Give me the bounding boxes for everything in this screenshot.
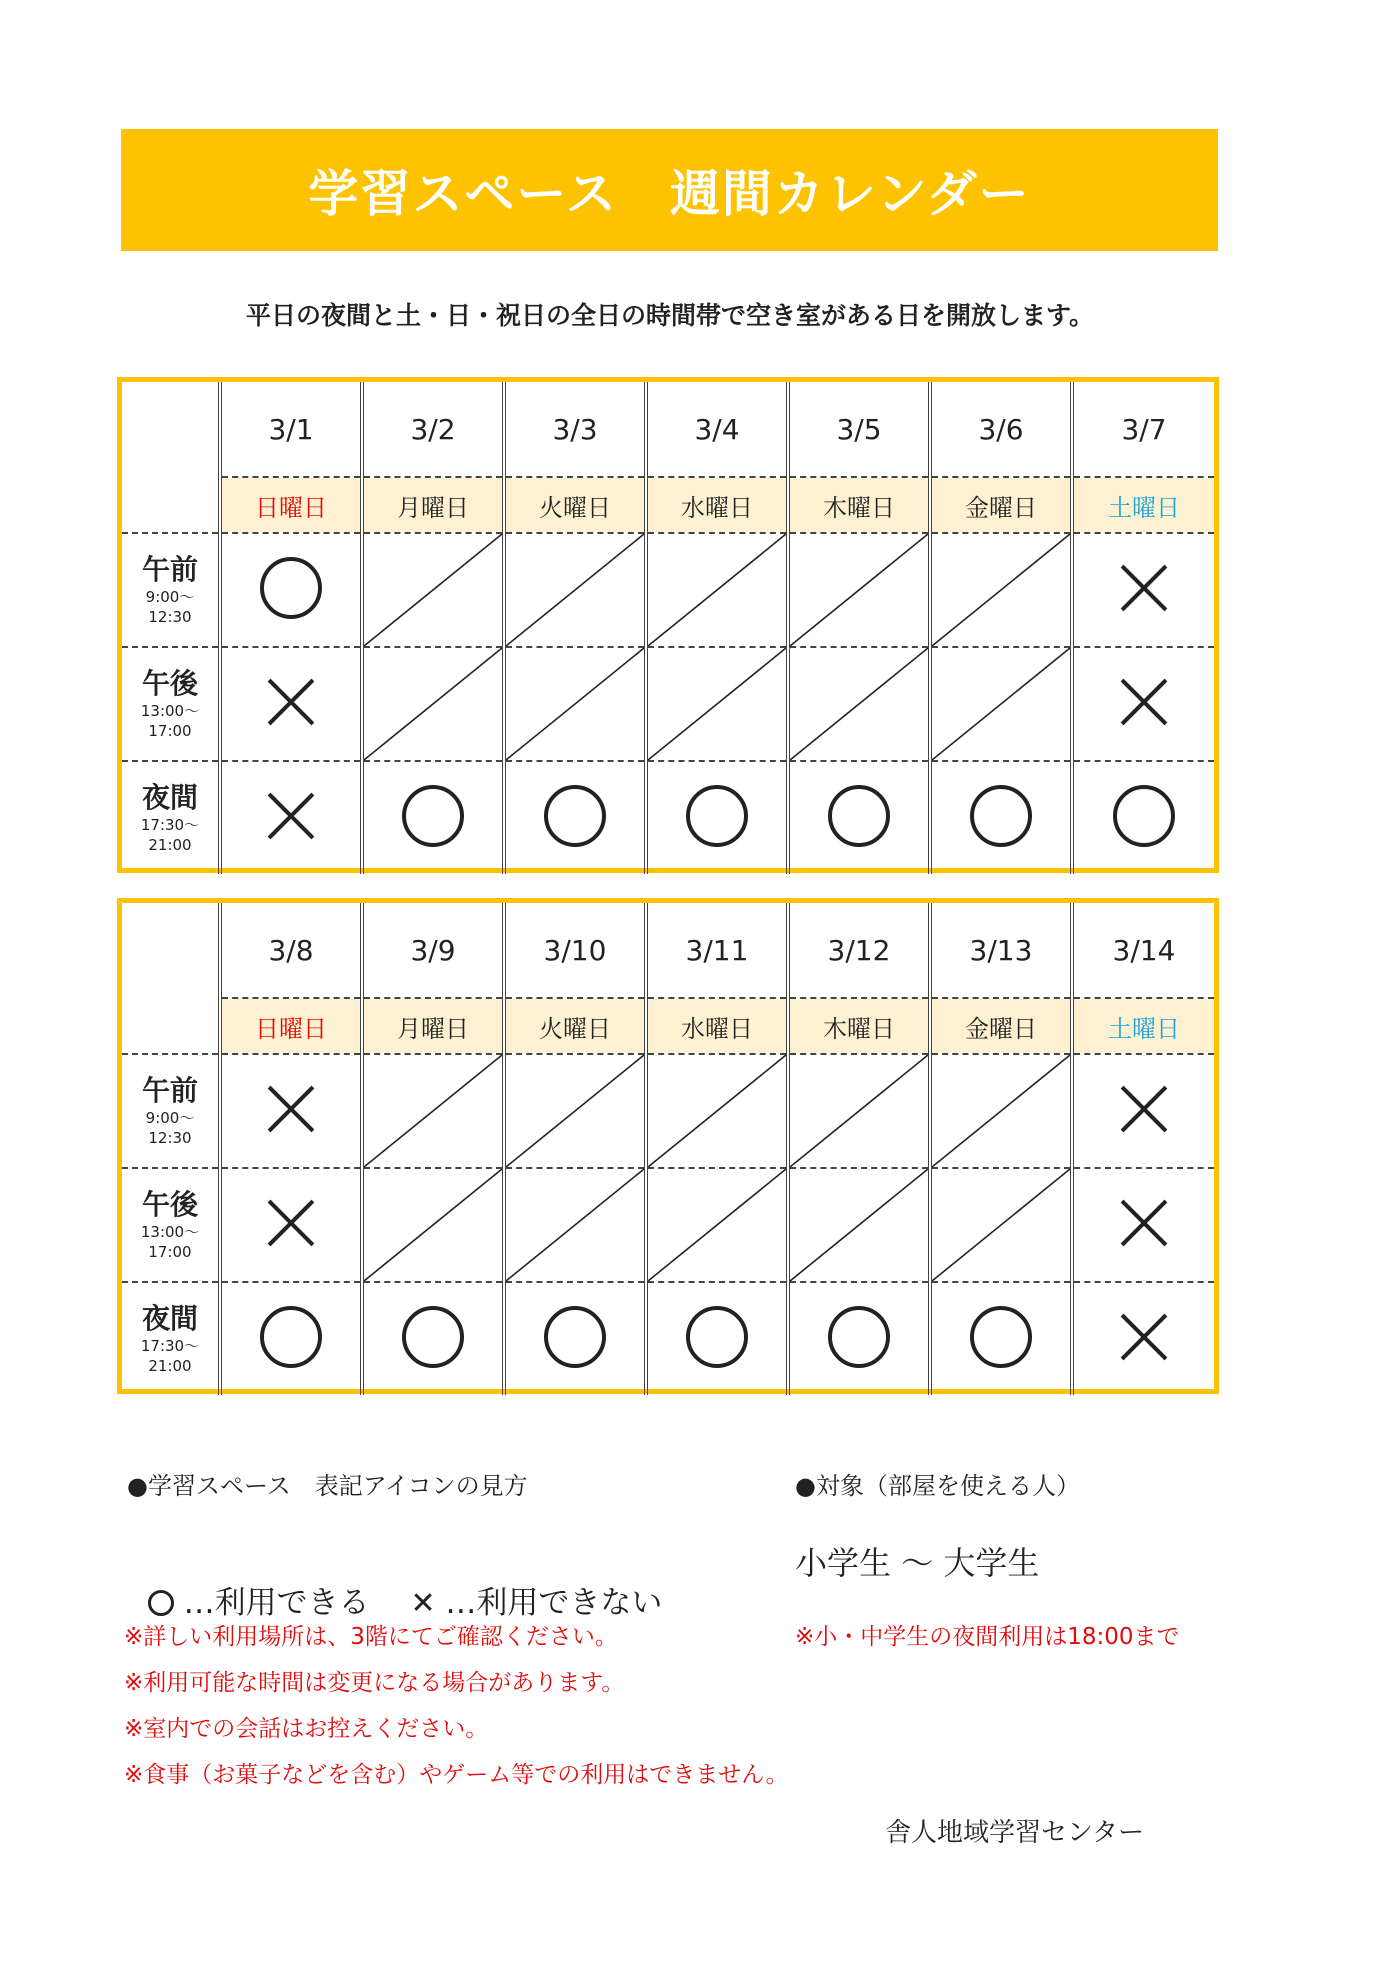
slot-time-end: 17:00 [148, 1243, 192, 1261]
diagonal-slash-icon [364, 1055, 502, 1167]
availability-cell [1072, 533, 1214, 647]
calendar-week-2 [117, 898, 1219, 1394]
slot-time-start: 13:00〜 [140, 702, 200, 720]
weekday-header: 月曜日 [362, 477, 504, 533]
circle-icon [544, 785, 606, 847]
availability-cell [1072, 1282, 1214, 1395]
availability-cell [220, 1054, 362, 1168]
diagonal-slash-icon [932, 648, 1070, 760]
availability-cell [646, 533, 788, 647]
slot-time-end: 12:30 [148, 1129, 192, 1147]
slot-time-end: 21:00 [148, 836, 192, 854]
slot-label [122, 1168, 220, 1282]
availability-cell [1072, 761, 1214, 874]
date-header: 3/13 [930, 903, 1072, 998]
date-header: 3/11 [646, 903, 788, 998]
weekday-header: 土曜日 [1072, 998, 1214, 1054]
date-header: 3/12 [788, 903, 930, 998]
circle-icon [1113, 785, 1175, 847]
availability-cell [362, 1054, 504, 1168]
slot-label [122, 1054, 220, 1168]
diagonal-slash-icon [506, 1169, 644, 1281]
availability-cell [504, 1168, 646, 1282]
diagonal-slash-icon [648, 1055, 786, 1167]
slot-name: 午後 [141, 667, 198, 700]
availability-cell [930, 1282, 1072, 1395]
date-header: 3/8 [220, 903, 362, 998]
availability-cell [788, 1282, 930, 1395]
circle-icon [148, 1590, 174, 1616]
availability-cell [220, 761, 362, 874]
diagonal-slash-icon [648, 648, 786, 760]
slot-time-start: 17:30〜 [140, 816, 200, 834]
diagonal-slash-icon [364, 1169, 502, 1281]
corner-cell [122, 903, 220, 998]
diagonal-slash-icon [364, 534, 502, 646]
weekday-header: 月曜日 [362, 998, 504, 1054]
availability-cell [504, 1282, 646, 1395]
availability-cell [362, 1168, 504, 1282]
availability-cell [504, 647, 646, 761]
slot-label [122, 1282, 220, 1395]
availability-cell [788, 533, 930, 647]
corner-cell [122, 382, 220, 477]
availability-cell [362, 761, 504, 874]
slot-name: 午後 [141, 1188, 198, 1221]
slot-time-start: 9:00〜 [145, 1109, 195, 1127]
note-2: ※利用可能な時間は変更になる場合があります。 [124, 1670, 625, 1696]
slot-time-end: 12:30 [148, 608, 192, 626]
availability-cell [930, 1054, 1072, 1168]
cross-icon [266, 1084, 316, 1134]
availability-cell [504, 533, 646, 647]
weekday-header: 水曜日 [646, 998, 788, 1054]
circle-icon [828, 1306, 890, 1368]
diagonal-slash-icon [790, 648, 928, 760]
availability-cell [930, 761, 1072, 874]
availability-cell [788, 1054, 930, 1168]
cross-icon [1119, 1198, 1169, 1248]
date-header: 3/10 [504, 903, 646, 998]
diagonal-slash-icon [790, 1169, 928, 1281]
availability-cell [646, 1168, 788, 1282]
slot-time-start: 13:00〜 [140, 1223, 200, 1241]
cross-icon [1119, 677, 1169, 727]
title-banner [121, 129, 1218, 251]
availability-cell [930, 647, 1072, 761]
page-subtitle: 平日の夜間と土・日・祝日の全日の時間帯で空き室がある日を開放します。 [245, 301, 1094, 330]
cross-icon: ✕ [410, 1586, 436, 1621]
availability-cell [362, 1282, 504, 1395]
slot-label [122, 533, 220, 647]
diagonal-slash-icon [648, 534, 786, 646]
cross-icon [1119, 1312, 1169, 1362]
availability-cell [788, 647, 930, 761]
slot-time-end: 17:00 [148, 722, 192, 740]
slot-name: 夜間 [141, 781, 198, 814]
slot-time-end: 21:00 [148, 1357, 192, 1375]
legend-available-label: …利用できる [173, 1585, 370, 1621]
availability-cell [788, 761, 930, 874]
availability-cell [220, 1168, 362, 1282]
calendar-week-1 [117, 377, 1219, 873]
slot-time-start: 17:30〜 [140, 1337, 200, 1355]
availability-cell [646, 1282, 788, 1395]
date-header: 3/2 [362, 382, 504, 477]
cross-icon [1119, 1084, 1169, 1134]
date-header: 3/5 [788, 382, 930, 477]
circle-icon [686, 1306, 748, 1368]
weekday-header: 火曜日 [504, 477, 646, 533]
availability-cell [220, 647, 362, 761]
circle-icon [402, 1306, 464, 1368]
diagonal-slash-icon [506, 648, 644, 760]
date-header: 3/9 [362, 903, 504, 998]
slot-name: 夜間 [141, 1302, 198, 1335]
availability-cell [504, 1054, 646, 1168]
slot-name: 午前 [141, 553, 198, 586]
cross-icon [266, 791, 316, 841]
slot-label [122, 761, 220, 874]
note-4: ※食事（お菓子などを含む）やゲーム等での利用はできません。 [124, 1762, 789, 1788]
weekday-header: 土曜日 [1072, 477, 1214, 533]
target-heading: ●対象（部屋を使える人） [795, 1472, 1080, 1500]
organization-name: 舎人地域学習センター [885, 1818, 1144, 1848]
legend-heading: ●学習スペース 表記アイコンの見方 [127, 1472, 528, 1500]
availability-cell [362, 533, 504, 647]
availability-cell [1072, 1168, 1214, 1282]
availability-cell [1072, 1054, 1214, 1168]
weekday-header: 水曜日 [646, 477, 788, 533]
slot-name: 午前 [141, 1074, 198, 1107]
page-title: 学習スペース 週間カレンダー [308, 165, 1031, 223]
corner-cell [122, 998, 220, 1054]
circle-icon [828, 785, 890, 847]
availability-cell [220, 1282, 362, 1395]
cross-icon [266, 1198, 316, 1248]
diagonal-slash-icon [506, 1055, 644, 1167]
diagonal-slash-icon [364, 648, 502, 760]
date-header: 3/3 [504, 382, 646, 477]
weekday-header: 木曜日 [788, 477, 930, 533]
date-header: 3/14 [1072, 903, 1214, 998]
availability-cell [930, 533, 1072, 647]
circle-icon [686, 785, 748, 847]
slot-label [122, 647, 220, 761]
cross-icon [266, 677, 316, 727]
weekday-header: 金曜日 [930, 477, 1072, 533]
diagonal-slash-icon [506, 534, 644, 646]
cross-icon [1119, 563, 1169, 613]
diagonal-slash-icon [790, 534, 928, 646]
availability-cell [930, 1168, 1072, 1282]
availability-cell [504, 761, 646, 874]
corner-cell [122, 477, 220, 533]
target-value: 小学生 ～ 大学生 [795, 1544, 1040, 1582]
target-note: ※小・中学生の夜間利用は18:00まで [795, 1624, 1180, 1650]
slot-time-start: 9:00〜 [145, 588, 195, 606]
weekday-header: 木曜日 [788, 998, 930, 1054]
date-header: 3/1 [220, 382, 362, 477]
date-header: 3/6 [930, 382, 1072, 477]
availability-cell [788, 1168, 930, 1282]
note-1: ※詳しい利用場所は、3階にてご確認ください。 [124, 1624, 618, 1650]
availability-cell [646, 1054, 788, 1168]
availability-cell [220, 533, 362, 647]
legend-unavailable-label: …利用できない [435, 1585, 663, 1621]
availability-cell [362, 647, 504, 761]
availability-cell [646, 761, 788, 874]
circle-icon [402, 785, 464, 847]
circle-icon [970, 785, 1032, 847]
circle-icon [260, 557, 322, 619]
legend-icons [128, 1541, 662, 1622]
circle-icon [260, 1306, 322, 1368]
note-3: ※室内での会話はお控えください。 [124, 1716, 489, 1742]
weekday-header: 日曜日 [220, 998, 362, 1054]
circle-icon [970, 1306, 1032, 1368]
availability-cell [646, 647, 788, 761]
availability-cell [1072, 647, 1214, 761]
circle-icon [544, 1306, 606, 1368]
date-header: 3/7 [1072, 382, 1214, 477]
diagonal-slash-icon [932, 534, 1070, 646]
date-header: 3/4 [646, 382, 788, 477]
diagonal-slash-icon [932, 1055, 1070, 1167]
diagonal-slash-icon [932, 1169, 1070, 1281]
weekday-header: 日曜日 [220, 477, 362, 533]
diagonal-slash-icon [790, 1055, 928, 1167]
weekday-header: 金曜日 [930, 998, 1072, 1054]
diagonal-slash-icon [648, 1169, 786, 1281]
weekday-header: 火曜日 [504, 998, 646, 1054]
